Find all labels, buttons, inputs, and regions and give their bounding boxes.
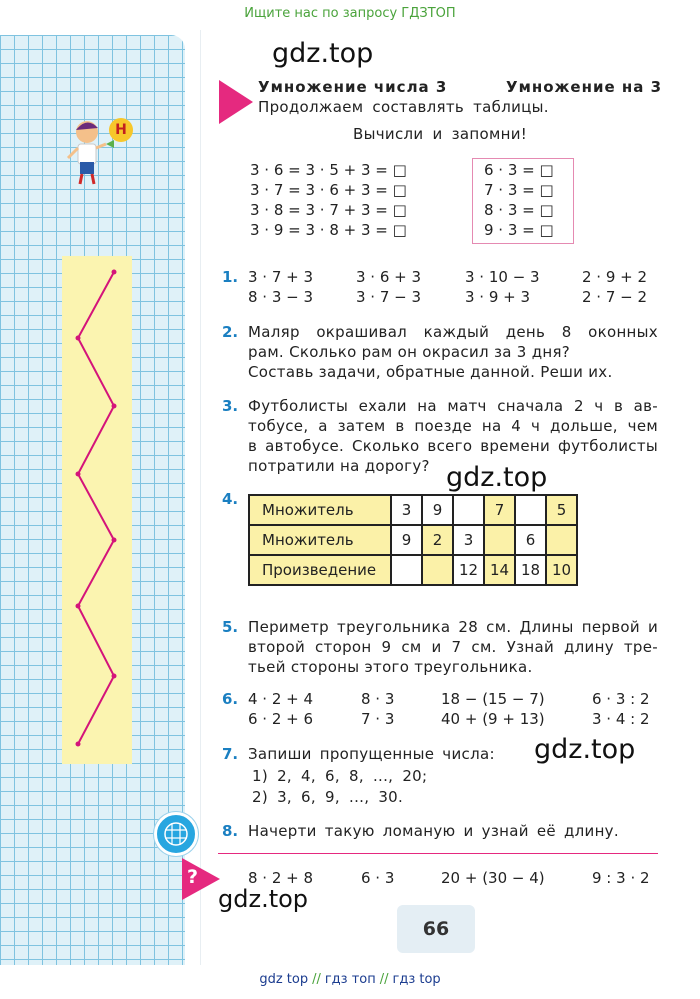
text-line: Составь задачи, обратные данной. Реши их. — [248, 363, 613, 381]
intro-eq: 9 · 3 = □ — [484, 221, 554, 239]
watermark: gdz.top — [534, 734, 636, 765]
task-number: 6. — [222, 690, 239, 708]
table-cell — [391, 555, 422, 585]
table-row — [249, 525, 577, 555]
intro-eq: 3 · 8 = 3 · 7 + 3 = □ — [250, 201, 407, 219]
task6-expr: 4 · 2 + 4 — [248, 690, 314, 708]
intro-right — [484, 160, 554, 240]
task7-line: 2) 3, 6, 9, ..., 30. — [252, 788, 404, 806]
table-cell: 9 — [422, 495, 453, 525]
task1-expr: 3 · 7 + 3 — [248, 268, 314, 286]
bonus-expr: 20 + (30 − 4) — [441, 869, 545, 887]
row-label: Множитель — [249, 495, 391, 525]
text-line: Периметр треугольника 28 см. Длины первой и — [248, 618, 658, 636]
task6-expr: 40 + (9 + 13) — [441, 710, 545, 728]
task6-expr: 6 · 2 + 6 — [248, 710, 314, 728]
table-cell: 7 — [484, 495, 515, 525]
task7-title: Запиши пропущенные числа: — [248, 745, 495, 763]
table-cell: 10 — [546, 555, 577, 585]
header-left: Умножение числа 3 — [258, 78, 448, 96]
page-number: 66 — [397, 905, 475, 953]
table-cell: 14 — [484, 555, 515, 585]
task-number: 3. — [222, 397, 239, 415]
globe-icon[interactable] — [154, 812, 198, 856]
task-number: 2. — [222, 323, 239, 341]
pink-triangle-icon — [219, 80, 253, 124]
text-line: в автобусе. Сколько всего времени футболисты — [248, 437, 658, 455]
task-number: 7. — [222, 745, 239, 763]
text-line: потратили на дорогу? — [248, 457, 430, 475]
task1-expr: 2 · 9 + 2 — [582, 268, 648, 286]
table-cell — [484, 525, 515, 555]
task2-text — [248, 322, 658, 382]
footer-link[interactable]: гдз топ — [324, 972, 376, 987]
row-label: Множитель — [249, 525, 391, 555]
table-row — [249, 555, 577, 585]
bonus-expr: 9 : 3 · 2 — [592, 869, 650, 887]
intro-eq: 7 · 3 = □ — [484, 181, 554, 199]
task1-expr: 3 · 6 + 3 — [356, 268, 422, 286]
intro-eq: 3 · 9 = 3 · 8 + 3 = □ — [250, 221, 407, 239]
task6-expr: 8 · 3 — [361, 690, 395, 708]
intro-eq: 3 · 6 = 3 · 5 + 3 = □ — [250, 161, 407, 179]
task6-expr: 6 · 3 : 2 — [592, 690, 650, 708]
text-line: тобусе, а затем в поезде на 4 ч дольше, чем — [248, 417, 658, 435]
text-line: тьей стороны этого треугольника. — [248, 658, 533, 676]
task1-expr: 2 · 7 − 2 — [582, 288, 648, 306]
task1-expr: 3 · 9 + 3 — [465, 288, 531, 306]
table-row — [249, 495, 577, 525]
task7-line: 1) 2, 4, 6, 8, ..., 20; — [252, 767, 428, 785]
task-number: 5. — [222, 618, 239, 636]
bonus-expr: 8 · 2 + 8 — [248, 869, 314, 887]
task1-expr: 3 · 7 − 3 — [356, 288, 422, 306]
table-cell — [515, 495, 546, 525]
text-line: рам. Сколько рам он окрасил за 3 дня? — [248, 343, 571, 361]
watermark: gdz.top — [218, 885, 309, 913]
task6-expr: 3 · 4 : 2 — [592, 710, 650, 728]
intro-left — [250, 160, 407, 240]
watermark: gdz.top — [272, 38, 374, 69]
table-cell: 5 — [546, 495, 577, 525]
task6-expr: 18 − (15 − 7) — [441, 690, 545, 708]
bonus-expr: 6 · 3 — [361, 869, 395, 887]
task5-text — [248, 617, 658, 677]
footer: gdz top // гдз топ // гдз top — [259, 972, 441, 987]
text-line: Футболисты ехали на матч сначала 2 ч в ав- — [248, 397, 658, 415]
task6-expr: 7 · 3 — [361, 710, 395, 728]
header-right: Умножение на 3 — [506, 78, 663, 96]
task-number: 4. — [222, 490, 239, 508]
multiplication-table — [248, 494, 578, 586]
row-label: Произведение — [249, 555, 391, 585]
footer-link[interactable]: gdz top — [259, 972, 309, 987]
divider — [218, 853, 658, 854]
intro-eq: 8 · 3 = □ — [484, 201, 554, 219]
prompt: Вычисли и запомни! — [353, 125, 528, 143]
table-cell: 18 — [515, 555, 546, 585]
intro-eq: 6 · 3 = □ — [484, 161, 554, 179]
top-note: Ищите нас по запросу ГДЗТОП — [244, 6, 456, 21]
task-number: 8. — [222, 822, 239, 840]
question-mark-icon: ? — [187, 866, 199, 888]
table-cell — [546, 525, 577, 555]
task-number: 1. — [222, 268, 239, 286]
intro-eq: 3 · 7 = 3 · 6 + 3 = □ — [250, 181, 407, 199]
table-cell: 3 — [453, 525, 484, 555]
subtitle: Продолжаем составлять таблицы. — [258, 98, 549, 116]
zigzag-polyline — [62, 256, 132, 764]
task1-expr: 3 · 10 − 3 — [465, 268, 540, 286]
table-cell: 9 — [391, 525, 422, 555]
task3-text — [248, 396, 658, 476]
task8-text: Начерти такую ломаную и узнай её длину. — [248, 822, 619, 840]
table-cell: 6 — [515, 525, 546, 555]
badge-icon: Н — [109, 118, 133, 142]
text-line: Маляр окрашивал каждый день 8 оконных — [248, 323, 658, 341]
watermark: gdz.top — [446, 462, 548, 493]
table-cell: 2 — [422, 525, 453, 555]
table-cell: 3 — [391, 495, 422, 525]
table-cell: 12 — [453, 555, 484, 585]
task1-expr: 8 · 3 − 3 — [248, 288, 314, 306]
table-cell — [453, 495, 484, 525]
text-line: второй сторон 9 см и 7 см. Узнай длину тре- — [248, 638, 658, 656]
table-cell — [422, 555, 453, 585]
footer-link[interactable]: гдз top — [392, 972, 441, 987]
